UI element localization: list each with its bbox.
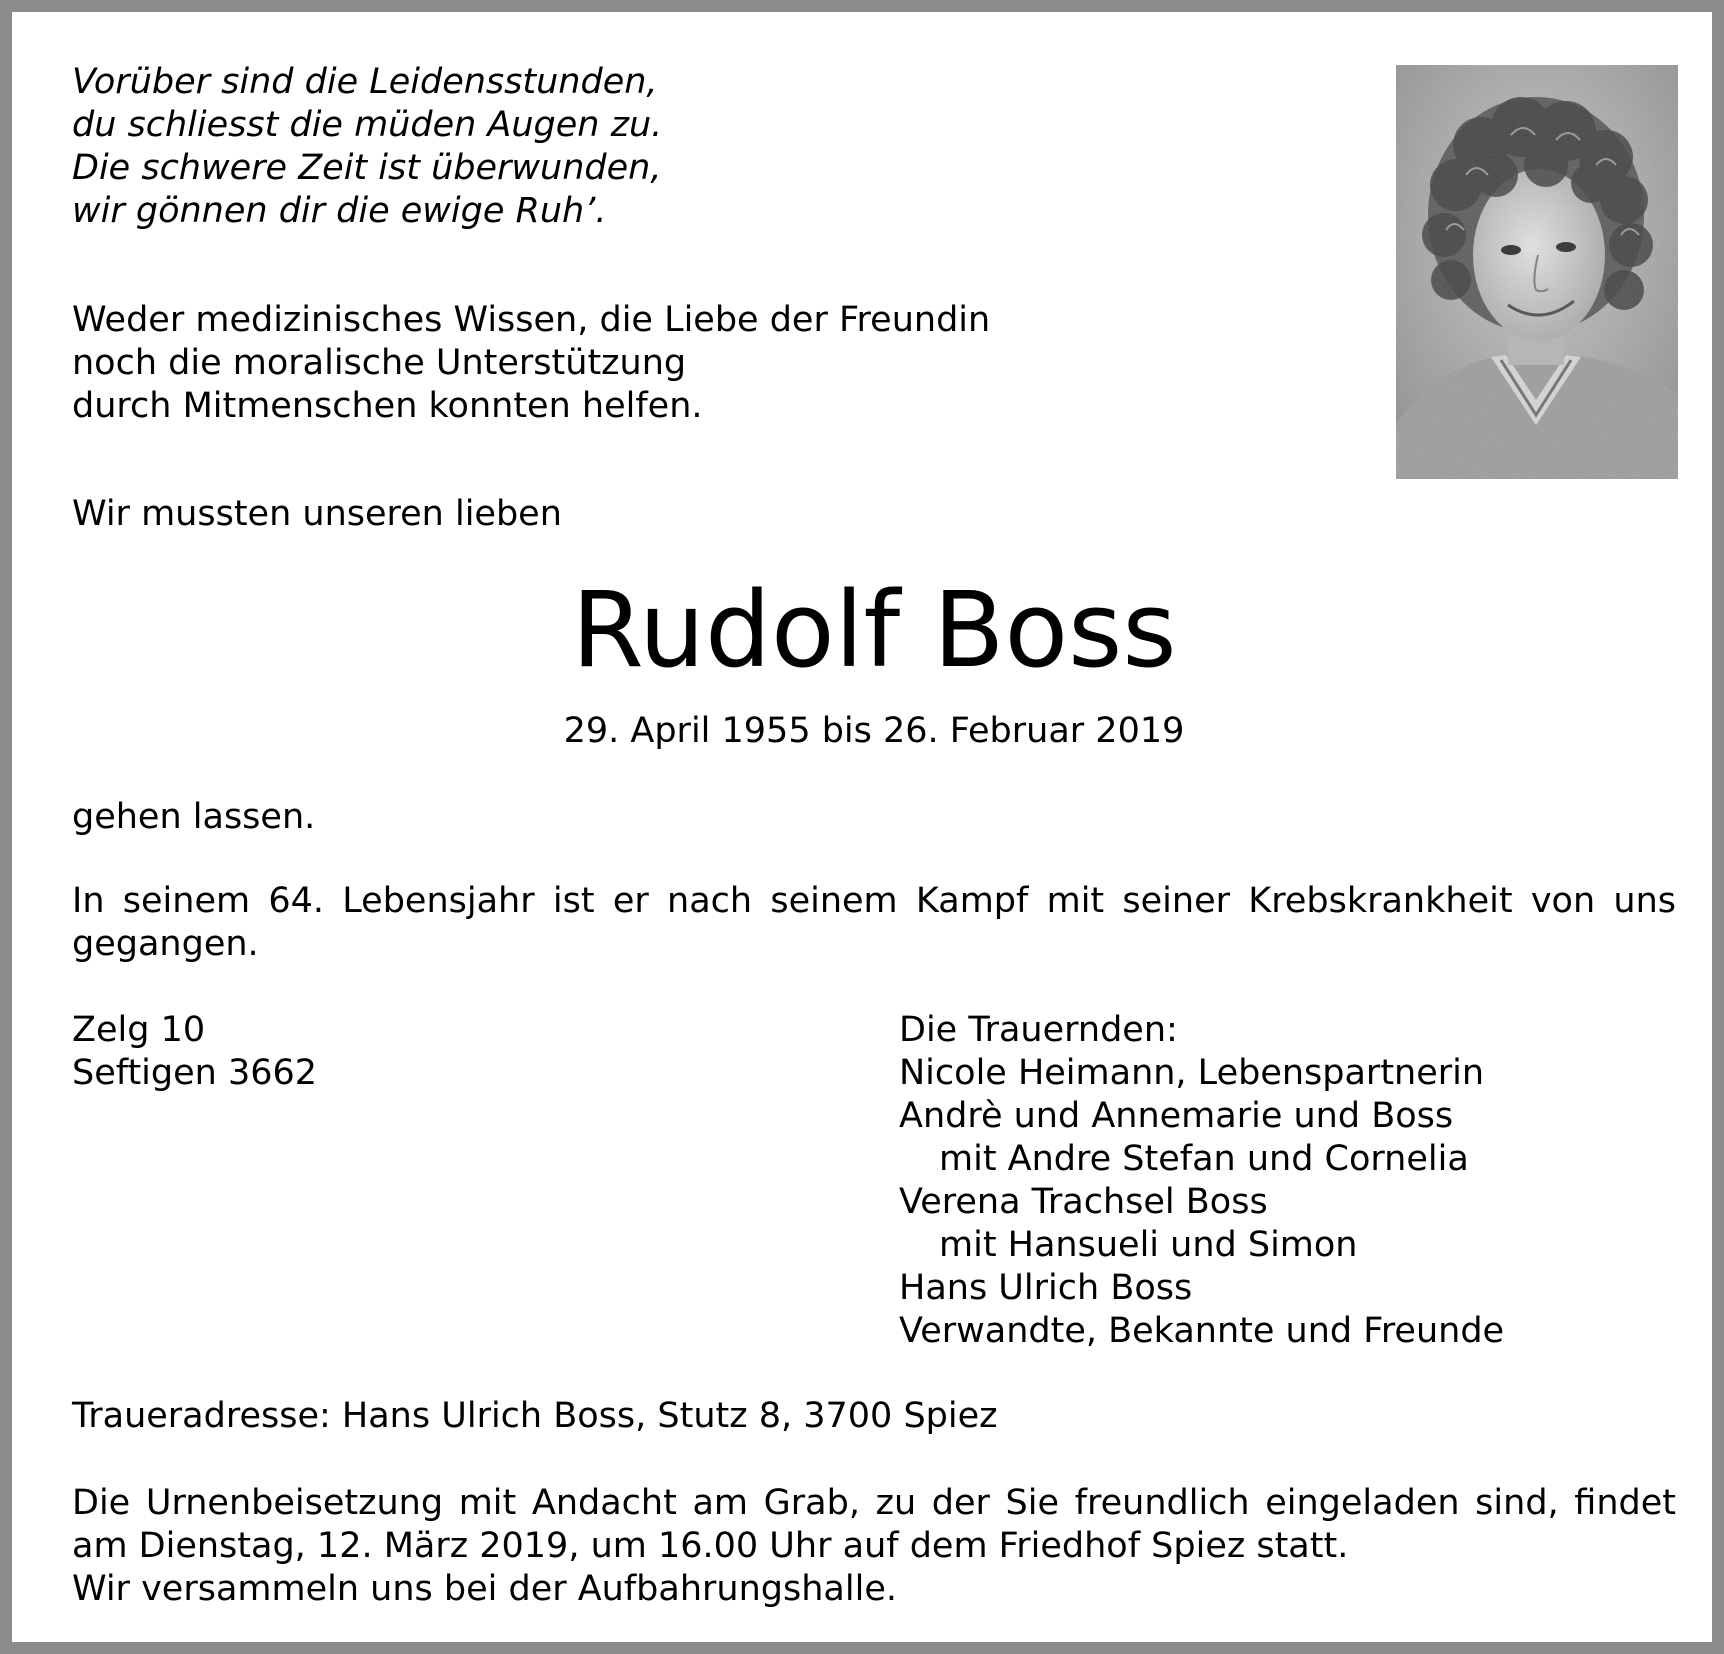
intro-line: noch die moralische Unterstützung [72,343,687,383]
poem-line: Vorüber sind die Leidensstunden, [72,62,658,102]
urnenbeisetzung-last-line: Wir versammeln uns bei der Aufbahrungshalle. [72,1569,897,1609]
poem-line: Die schwere Zeit ist überwunden, [72,148,662,188]
mourners-list [899,1009,1504,1353]
mourner-entry: Hans Ulrich Boss [899,1268,1193,1308]
gehen-lassen-text: gehen lassen. [72,797,316,837]
mourner-entry: mit Hansueli und Simon [939,1225,1358,1265]
poem-line: wir gönnen dir die ewige Ruh’. [72,191,607,231]
address-street: Zelg 10 [72,1010,206,1050]
mourner-entry: Verwandte, Bekannte und Freunde [899,1311,1505,1351]
intro-line: Weder medizinisches Wissen, die Liebe der Freundin [72,300,991,340]
lebensjahr-paragraph: In seinem 64. Lebensjahr ist er nach seinem Kampf mit seiner Krebskrankheit von uns gegangen. [72,881,1676,964]
life-dates: 29. April 1955 bis 26. Februar 2019 [563,711,1185,751]
poem [72,61,662,233]
mourner-entry: Nicole Heimann, Lebenspartnerin [899,1053,1485,1093]
mourners-heading: Die Trauernden: [899,1010,1178,1050]
address-city: Seftigen 3662 [72,1053,318,1093]
mourner-entry: Verena Trachsel Boss [899,1182,1268,1222]
portrait-image [1396,65,1678,479]
mourner-entry: Andrè und Annemarie und Boss [899,1096,1454,1136]
trauer-adresse: Traueradresse: Hans Ulrich Boss, Stutz 8, 3700 Spiez [72,1396,998,1436]
intro-line: durch Mitmenschen konnten helfen. [72,386,703,426]
wir-mussten-text: Wir mussten unseren lieben [72,494,562,534]
deceased-name: Rudolf Boss [571,569,1177,691]
intro-text [72,299,990,428]
deceased-address [72,1009,317,1095]
portrait-photo [1396,65,1678,479]
poem-line: du schliesst die müden Augen zu. [72,105,663,145]
urnenbeisetzung-paragraph: Die Urnenbeisetzung mit Andacht am Grab, zu der Sie freundlich eingeladen sind, findet am Dienstag, 12. März 2019, um 16.00 Uhr auf dem Friedhof Spiez statt. [72,1483,1676,1566]
mourner-entry: mit Andre Stefan und Cornelia [939,1139,1469,1179]
